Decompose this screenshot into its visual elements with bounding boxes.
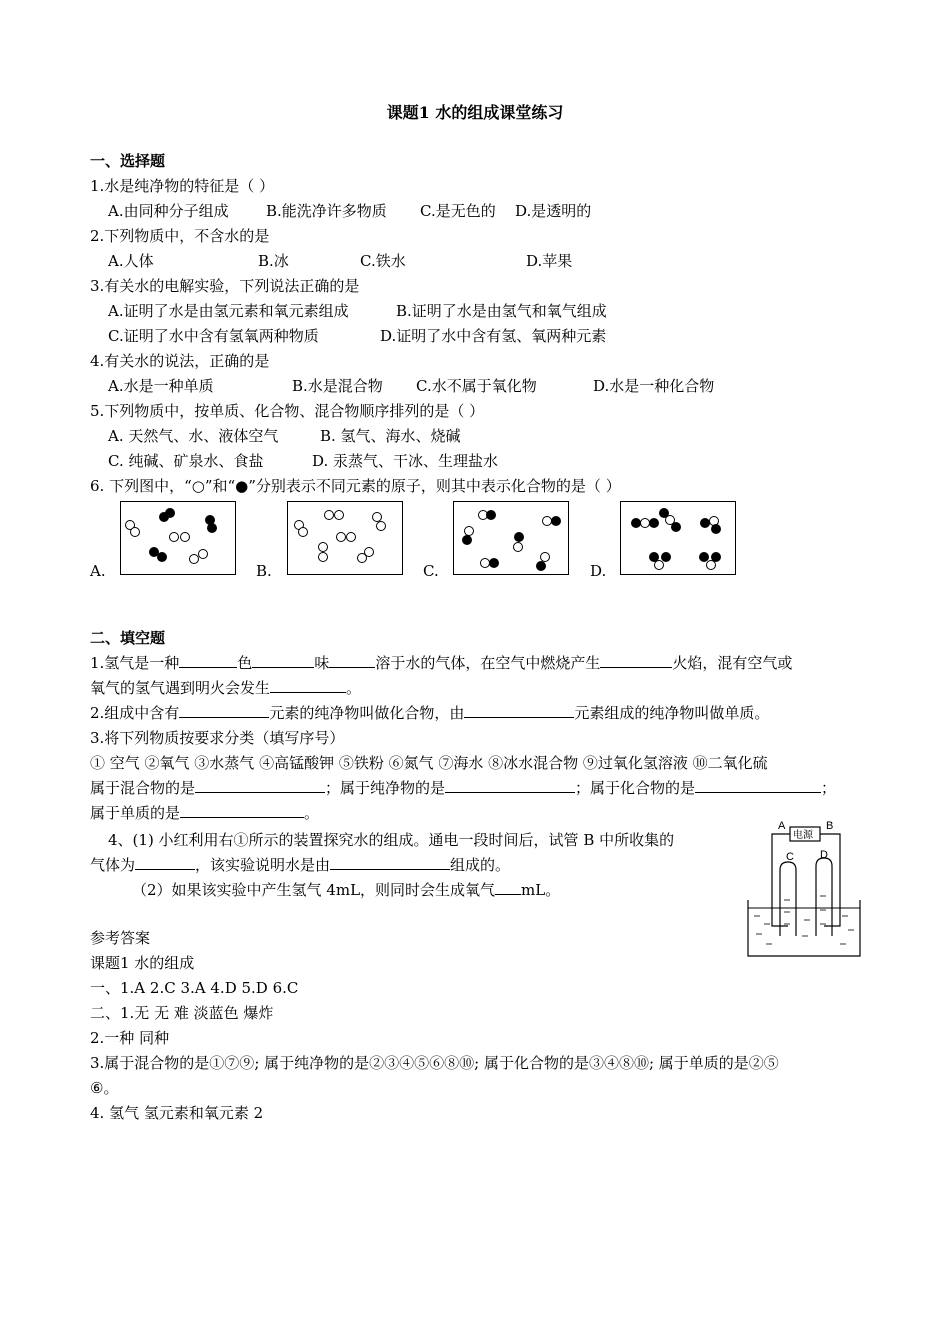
q6-figure-d — [620, 501, 736, 575]
q1-stem: 1.水是纯净物的特征是（ ） — [90, 177, 275, 195]
answer-line: 4. 氢气 氢元素和氧元素 2 — [90, 1104, 264, 1122]
black-atom — [514, 532, 524, 542]
black-atom — [671, 522, 681, 532]
white-atom — [654, 560, 664, 570]
fill-q1-line2 — [90, 678, 361, 698]
q6-figure-b — [287, 501, 403, 575]
fill-q1-text: 味 — [314, 654, 330, 672]
white-atom — [376, 521, 386, 531]
fill-q3-items: ① 空气 ②氧气 ③水蒸气 ④高锰酸钾 ⑤铁粉 ⑥氮气 ⑦海水 ⑧冰水混合物 ⑨过氧化氢溶液 ⑩二氧化硫 — [90, 754, 768, 772]
q4-stem: 4.有关水的说法，正确的是 — [90, 352, 270, 370]
white-atom — [169, 532, 179, 542]
answer-blank[interactable] — [495, 880, 521, 895]
answer-blank[interactable] — [252, 653, 314, 668]
q1-option-a: A.由同种分子组成 — [108, 202, 229, 220]
q1-option-b: B.能洗净许多物质 — [266, 202, 387, 220]
q2-option-d: D.苹果 — [526, 252, 573, 270]
black-atom — [165, 508, 175, 518]
fill-q1-text: 氧气的氢气遇到明火会发生 — [90, 679, 271, 697]
q6-figure-a — [120, 501, 236, 575]
answer-blank[interactable] — [464, 703, 574, 718]
q5-stem: 5.下列物质中，按单质、化合物、混合物顺序排列的是（ ） — [90, 402, 485, 420]
white-atom — [180, 532, 190, 542]
terminal-a-label: A — [778, 820, 786, 832]
white-atom — [324, 510, 334, 520]
q6-figure-c — [453, 501, 569, 575]
section-heading-choice: 一、选择题 — [90, 152, 166, 170]
q4-option-d: D.水是一种化合物 — [593, 377, 715, 395]
answer-line: ⑥。 — [90, 1079, 119, 1097]
fill-q1-text: 溶于水的气体，在空气中燃烧产生 — [375, 654, 601, 672]
q2-stem: 2.下列物质中，不含水的是 — [90, 227, 270, 245]
test-tube-c — [780, 862, 796, 936]
power-source-label: 电源 — [793, 830, 813, 841]
white-atom — [198, 549, 208, 559]
black-atom — [486, 510, 496, 520]
fill-q3-text: 。 — [304, 804, 320, 822]
fill-q3-text: 属于混合物的是 — [90, 779, 196, 797]
q3-option-d: D.证明了水中含有氢、氧两种元素 — [380, 327, 607, 345]
q6-label-c: C. — [423, 562, 439, 580]
fill-q3-text: ； — [821, 779, 837, 797]
fill-q3-text: ；属于化合物的是 — [575, 779, 696, 797]
fill-q2-text: 2.组成中含有 — [90, 704, 180, 722]
answer-blank[interactable] — [180, 803, 304, 818]
q2-option-c: C.铁水 — [360, 252, 406, 270]
fill-q3-text: 属于单质的是 — [90, 804, 181, 822]
fill-q4-text: 气体为 — [90, 856, 136, 874]
fill-q3-stem: 3.将下列物质按要求分类（填写序号） — [90, 729, 345, 747]
white-atom — [318, 552, 328, 562]
q5-option-d: D. 汞蒸气、干冰、生理盐水 — [312, 452, 499, 470]
white-atom — [513, 542, 523, 552]
black-atom — [489, 558, 499, 568]
q2-option-b: B.冰 — [258, 252, 289, 270]
answer-line: 课题1 水的组成 — [90, 954, 195, 972]
white-atom — [130, 527, 140, 537]
answer-blank[interactable] — [600, 653, 672, 668]
fill-q2-text: 元素组成的纯净物叫做单质。 — [574, 704, 770, 722]
q3-stem: 3.有关水的电解实验，下列说法正确的是 — [90, 277, 360, 295]
fill-q4-text: （2）如果该实验中产生氢气 4mL，则同时会生成氧气 — [132, 881, 496, 899]
q3-option-a: A.证明了水是由氢元素和氧元素组成 — [108, 302, 349, 320]
fill-q4-line1: 4、(1) 小红利用右①所示的装置探究水的组成。通电一段时间后，试管 B 中所收集的 — [108, 831, 675, 849]
fill-q3-line — [90, 778, 836, 798]
black-atom — [649, 518, 659, 528]
white-atom — [336, 532, 346, 542]
white-atom — [318, 542, 328, 552]
fill-q1-text: 火焰，混有空气或 — [672, 654, 793, 672]
answer-blank[interactable] — [695, 778, 821, 793]
tube-c-label: C — [786, 851, 794, 863]
answer-blank[interactable] — [195, 778, 325, 793]
q5-option-a: A. 天然气、水、液体空气 — [108, 427, 279, 445]
fill-q3-line2 — [90, 803, 319, 823]
white-atom — [364, 547, 374, 557]
black-atom — [536, 561, 546, 571]
black-atom — [207, 523, 217, 533]
answer-blank[interactable] — [135, 855, 195, 870]
fill-q3-text: ；属于纯净物的是 — [325, 779, 446, 797]
answer-blank[interactable] — [330, 855, 450, 870]
q6-label-d: D. — [590, 562, 607, 580]
tube-d-label: D — [820, 849, 828, 861]
answer-blank[interactable] — [179, 703, 269, 718]
answer-line: 二、1.无 无 难 淡蓝色 爆炸 — [90, 1004, 274, 1022]
q3-option-b: B.证明了水是由氢气和氧气组成 — [396, 302, 607, 320]
fill-q4-text: ，该实验说明水是由 — [195, 856, 331, 874]
fill-q2 — [90, 703, 769, 723]
answer-blank[interactable] — [179, 653, 237, 668]
fill-q2-text: 元素的纯净物叫做化合物，由 — [269, 704, 465, 722]
fill-q4-text: mL。 — [521, 881, 561, 899]
q1-option-c: C.是无色的 — [420, 202, 496, 220]
fill-q1-text: 。 — [346, 679, 362, 697]
answers-heading: 参考答案 — [90, 929, 151, 947]
q4-option-a: A.水是一种单质 — [108, 377, 214, 395]
white-atom — [706, 560, 716, 570]
white-atom — [334, 510, 344, 520]
fill-q1-line1 — [90, 653, 792, 673]
q1-option-d: D.是透明的 — [515, 202, 592, 220]
black-atom — [711, 524, 721, 534]
black-atom — [551, 516, 561, 526]
fill-q4-line2 — [90, 855, 510, 875]
answer-line: 一、1.A 2.C 3.A 4.D 5.D 6.C — [90, 979, 299, 997]
answer-blank[interactable] — [445, 778, 575, 793]
black-atom — [462, 535, 472, 545]
section-heading-fill: 二、填空题 — [90, 629, 166, 647]
answer-line: 3.属于混合物的是①⑦⑨; 属于纯净物的是②③④⑤⑥⑧⑩; 属于化合物的是③④⑧⑩; 属于单质的是②⑤ — [90, 1054, 779, 1072]
q2-option-a: A.人体 — [108, 252, 154, 270]
page-title: 课题1 水的组成课堂练习 — [386, 103, 564, 122]
q5-option-b: B. 氢气、海水、烧碱 — [320, 427, 461, 445]
q5-option-c: C. 纯碱、矿泉水、食盐 — [108, 452, 264, 470]
q4-option-c: C.水不属于氧化物 — [416, 377, 537, 395]
q3-option-c: C.证明了水中含有氢氧两种物质 — [108, 327, 319, 345]
fill-q1-text: 色 — [237, 654, 253, 672]
fill-q1-text: 1.氢气是一种 — [90, 654, 180, 672]
white-atom — [346, 532, 356, 542]
terminal-b-label: B — [826, 820, 834, 832]
white-atom — [298, 527, 308, 537]
fill-q4-text: 组成的。 — [450, 856, 511, 874]
q6-label-b: B. — [256, 562, 272, 580]
answer-blank[interactable] — [329, 653, 375, 668]
q6-stem: 6. 下列图中，“○”和“●”分别表示不同元素的原子，则其中表示化合物的是（ ） — [90, 477, 621, 495]
q6-label-a: A. — [90, 562, 106, 580]
electrolysis-apparatus-figure — [744, 816, 864, 958]
answer-blank[interactable] — [270, 678, 346, 693]
black-atom — [157, 552, 167, 562]
answer-line: 2.一种 同种 — [90, 1029, 170, 1047]
q4-option-b: B.水是混合物 — [292, 377, 383, 395]
fill-q4-line3 — [132, 880, 560, 900]
